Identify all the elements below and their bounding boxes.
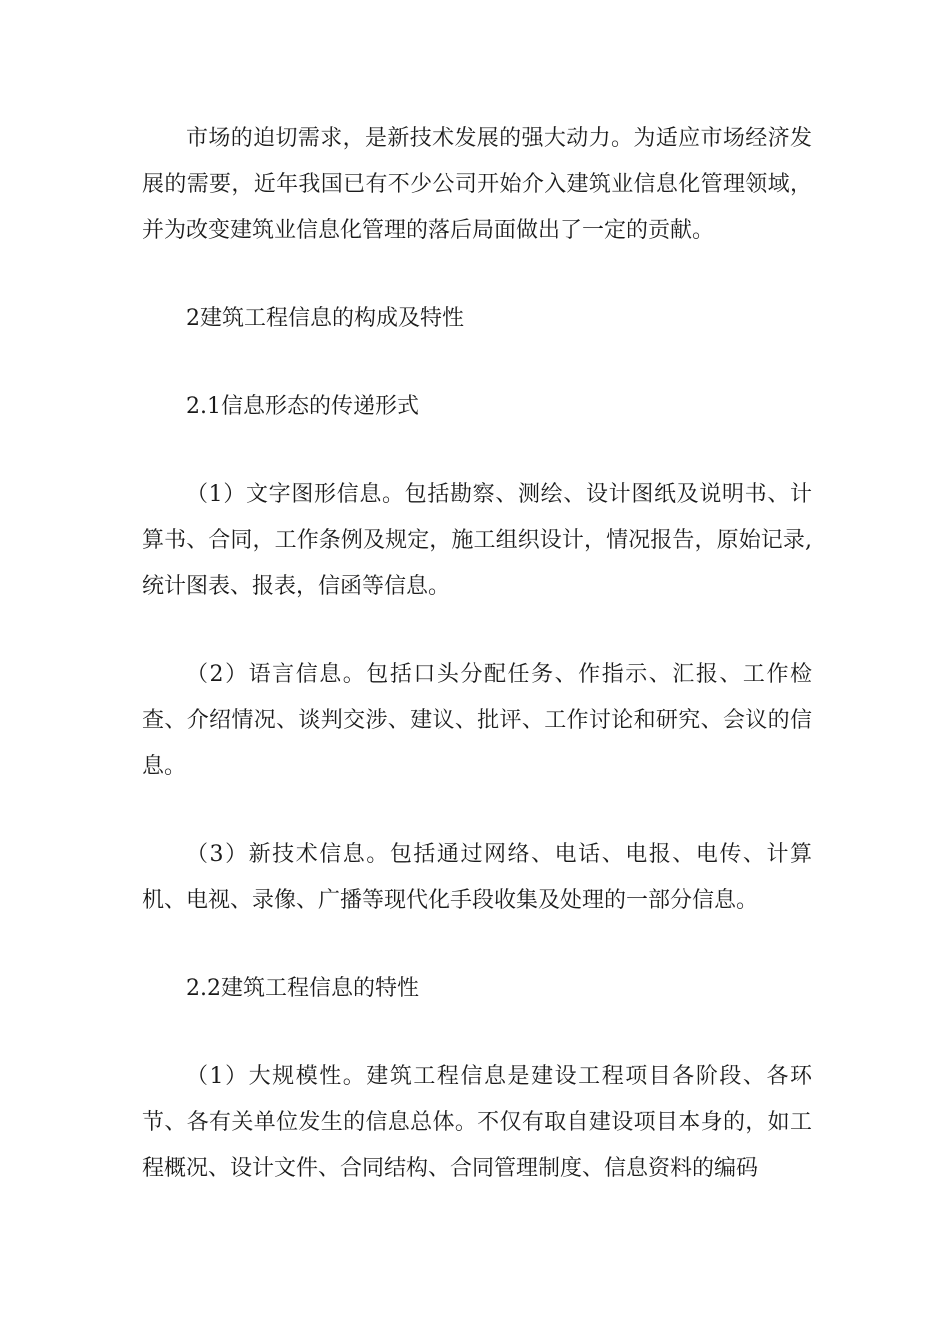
section-heading-2: 2建筑工程信息的构成及特性 [186, 306, 464, 331]
paragraph-large-scale: （1）大规模性。建筑工程信息是建设工程项目各阶段、各环节、各有关单位发生的信息总体。不仅有取自建设项目本身的，如工程概况、设计文件、合同结构、合同管理制度、信息资料的编码 [142, 1064, 812, 1181]
paragraph-language-info: （2）语言信息。包括口头分配任务、作指示、汇报、工作检查、介绍情况、谈判交涉、建议、批评、工作讨论和研究、会议的信息。 [142, 662, 812, 779]
section-heading-2-1: 2.1信息形态的传递形式 [186, 394, 419, 419]
paragraph-market-demand: 市场的迫切需求，是新技术发展的强大动力。为适应市场经济发展的需要，近年我国已有不少公司开始介入建筑业信息化管理领域，并为改变建筑业信息化管理的落后局面做出了一定的贡献。 [142, 126, 812, 243]
paragraph-new-tech-info: （3）新技术信息。包括通过网络、电话、电报、电传、计算机、电视、录像、广播等现代化手段收集及处理的一部分信息。 [142, 842, 812, 913]
document-body [142, 116, 812, 1192]
section-heading-2-2: 2.2建筑工程信息的特性 [186, 976, 419, 1001]
paragraph-text-graphic-info: （1）文字图形信息。包括勘察、测绘、设计图纸及说明书、计算书、合同，工作条例及规定，施工组织设计，情况报告，原始记录,统计图表、报表，信函等信息。 [142, 482, 812, 599]
